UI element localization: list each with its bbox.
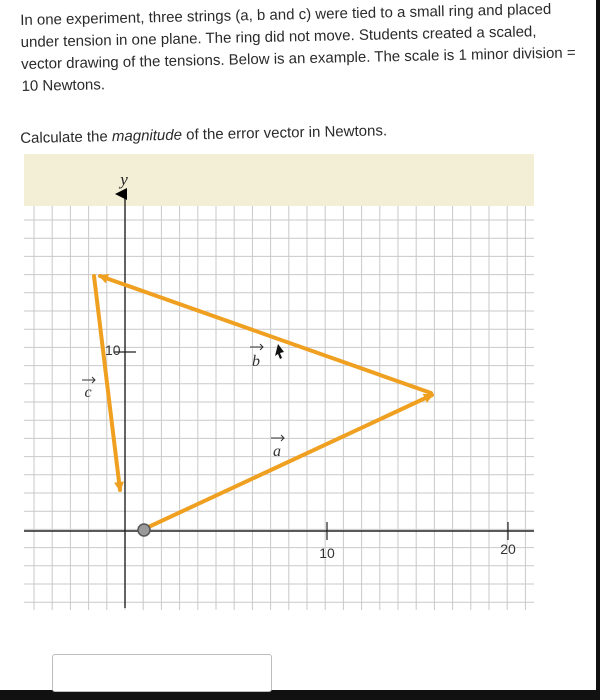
question-prefix: Calculate the — [20, 128, 113, 147]
cursor-icon — [275, 344, 284, 359]
x-tick-label-10: 10 — [319, 545, 335, 561]
ring — [138, 524, 150, 536]
graph-header — [24, 154, 534, 206]
x-tick-label-20: 20 — [500, 541, 516, 557]
grid-lines — [24, 206, 534, 610]
vector-b — [100, 276, 431, 393]
y-tick-label-10: 10 — [105, 342, 121, 358]
problem-question — [20, 116, 580, 150]
question-emphasis: magnitude — [111, 126, 183, 146]
vector-graph — [24, 152, 534, 615]
vectors — [94, 276, 432, 536]
vector-label-c: c — [84, 384, 92, 401]
vector-label-a: a — [273, 443, 281, 460]
vector-label-b: b — [252, 353, 260, 370]
y-axis-label: y — [120, 170, 128, 189]
screen-edge — [596, 0, 600, 700]
vector-a — [142, 395, 432, 530]
graph-svg — [24, 152, 534, 610]
question-suffix: of the error vector in Newtons. — [181, 122, 388, 144]
problem-intro: In one experiment, three strings (a, b and c) were tied to a small ring and placed under tension in one plane. The ring did not move. Students created a scaled, vector drawing of the tensions. Below is an example. The scale is 1 minor division = 10 Newtons. — [20, 0, 576, 95]
answer-input[interactable] — [52, 654, 272, 692]
